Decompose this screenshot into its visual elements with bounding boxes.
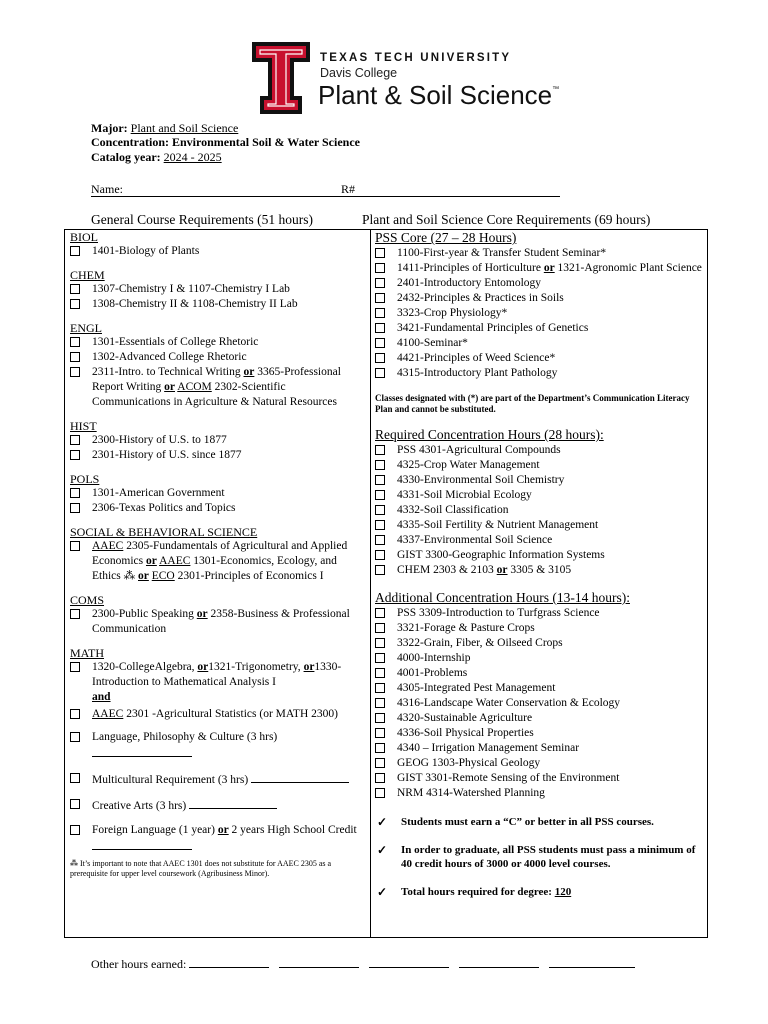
checkbox[interactable] <box>70 299 80 309</box>
pss-core-title: PSS Core (27 – 28 Hours) <box>375 230 517 245</box>
course-item: 1401-Biology of Plants <box>70 244 366 259</box>
course-item: GIST 3300-Geographic Information Systems <box>375 548 703 563</box>
department-name: Plant & Soil Science™ <box>318 80 560 110</box>
course-item: 4330-Environmental Soil Chemistry <box>375 473 703 488</box>
other-hours-blank[interactable] <box>369 956 449 968</box>
checkbox[interactable] <box>375 713 385 723</box>
course-item: 1100-First-year & Transfer Student Seminar* <box>375 246 703 261</box>
foreign-language-blank[interactable] <box>92 838 192 850</box>
checkbox[interactable] <box>70 284 80 294</box>
checkbox[interactable] <box>375 368 385 378</box>
checkbox[interactable] <box>70 732 80 742</box>
checkbox[interactable] <box>375 460 385 470</box>
checkbox[interactable] <box>375 445 385 455</box>
checkbox[interactable] <box>70 609 80 619</box>
section-title-math: MATH <box>70 646 105 660</box>
checkbox[interactable] <box>375 773 385 783</box>
checkbox[interactable] <box>70 773 80 783</box>
course-item: 2432-Principles & Practices in Soils <box>375 291 703 306</box>
course-item: PSS 3309-Introduction to Turfgrass Science <box>375 606 703 621</box>
other-hours-line <box>91 956 645 972</box>
checkbox[interactable] <box>375 338 385 348</box>
required-concentration-title: Required Concentration Hours (28 hours): <box>375 427 604 442</box>
checkbox[interactable] <box>375 698 385 708</box>
section-title-coms: COMS <box>70 593 105 607</box>
course-item: AAEC 2301 -Agricultural Statistics (or MATH 2300) <box>70 707 366 722</box>
course-item: GIST 3301-Remote Sensing of the Environment <box>375 771 703 786</box>
course-item: 1301-Essentials of College Rhetoric <box>70 335 366 350</box>
course-item: 4336-Soil Physical Properties <box>375 726 703 741</box>
section-title-pols: POLS <box>70 472 100 486</box>
additional-concentration-title: Additional Concentration Hours (13-14 hours): <box>375 590 630 605</box>
other-hours-blank[interactable] <box>279 956 359 968</box>
course-item: Language, Philosophy & Culture (3 hrs) <box>70 730 366 762</box>
checkbox[interactable] <box>375 608 385 618</box>
course-item: Creative Arts (3 hrs) <box>70 797 366 814</box>
other-hours-blank[interactable] <box>549 956 635 968</box>
checkbox[interactable] <box>375 293 385 303</box>
check-icon: ✓ <box>377 843 388 857</box>
course-item: 4320-Sustainable Agriculture <box>375 711 703 726</box>
checkbox[interactable] <box>375 353 385 363</box>
other-hours-label: Other hours earned: <box>91 957 187 971</box>
checkbox[interactable] <box>375 535 385 545</box>
course-item: 2300-Public Speaking or 2358-Business & Professional Communication <box>70 607 366 637</box>
checkbox[interactable] <box>70 799 80 809</box>
and-label: and <box>92 691 111 703</box>
checkbox[interactable] <box>70 337 80 347</box>
lpc-blank[interactable] <box>92 745 192 757</box>
major-line: Major: Plant and Soil Science <box>91 121 239 135</box>
course-item: 4340 – Irrigation Management Seminar <box>375 741 703 756</box>
checkbox[interactable] <box>375 638 385 648</box>
checkbox[interactable] <box>375 550 385 560</box>
requirements-table <box>64 229 708 938</box>
course-item: 2301-History of U.S. since 1877 <box>70 448 366 463</box>
course-item: 1302-Advanced College Rhetoric <box>70 350 366 365</box>
course-item: PSS 4301-Agricultural Compounds <box>375 443 703 458</box>
course-item: 1301-American Government <box>70 486 366 501</box>
multicultural-blank[interactable] <box>251 771 349 783</box>
checkbox[interactable] <box>70 662 80 672</box>
left-column-heading: General Course Requirements (51 hours) <box>91 212 313 227</box>
college-name: Davis College <box>320 66 398 80</box>
checkbox[interactable] <box>70 450 80 460</box>
check-icon: ✓ <box>377 815 388 829</box>
checkbox[interactable] <box>375 323 385 333</box>
checkbox[interactable] <box>375 623 385 633</box>
checkbox[interactable] <box>70 541 80 551</box>
course-item: 4000-Internship <box>375 651 703 666</box>
checkbox[interactable] <box>375 263 385 273</box>
section-title-engl: ENGL <box>70 321 102 335</box>
checkbox[interactable] <box>375 668 385 678</box>
r-number-label: R# <box>341 182 356 196</box>
check-icon: ✓ <box>377 885 388 899</box>
checkbox[interactable] <box>70 367 80 377</box>
section-title-chem: CHEM <box>70 268 105 282</box>
checkbox[interactable] <box>375 505 385 515</box>
course-item: 4335-Soil Fertility & Nutrient Management <box>375 518 703 533</box>
ttu-double-t-logo <box>250 40 312 116</box>
other-hours-blank[interactable] <box>189 956 269 968</box>
checkbox[interactable] <box>375 743 385 753</box>
course-item: 4001-Problems <box>375 666 703 681</box>
checkbox[interactable] <box>70 435 80 445</box>
course-item: 4421-Principles of Weed Science* <box>375 351 703 366</box>
checkbox[interactable] <box>375 788 385 798</box>
checkbox[interactable] <box>70 352 80 362</box>
course-item: 2300-History of U.S. to 1877 <box>70 433 366 448</box>
catalog-line: Catalog year: 2024 - 2025 <box>91 150 222 164</box>
checkbox[interactable] <box>375 653 385 663</box>
course-item: 1411-Principles of Horticulture or 1321-Agronomic Plant Science <box>375 261 703 276</box>
checkbox[interactable] <box>70 246 80 256</box>
section-title-hist: HIST <box>70 419 97 433</box>
creative-arts-blank[interactable] <box>189 797 277 809</box>
section-title-social: SOCIAL & BEHAVIORAL SCIENCE <box>70 525 258 539</box>
course-item: 2401-Introductory Entomology <box>375 276 703 291</box>
checkbox[interactable] <box>375 520 385 530</box>
course-item: GEOG 1303-Physical Geology <box>375 756 703 771</box>
checkbox[interactable] <box>375 308 385 318</box>
course-item: 3322-Grain, Fiber, & Oilseed Crops <box>375 636 703 651</box>
checkbox[interactable] <box>375 758 385 768</box>
requirement-note: ✓ Students must earn a “C” or better in all PSS courses. <box>377 815 654 829</box>
checkbox[interactable] <box>375 475 385 485</box>
course-item: 1320-CollegeAlgebra, or1321-Trigonometry, or1330-Introduction to Mathematical Analysis I <box>70 660 366 690</box>
checkbox[interactable] <box>70 488 80 498</box>
course-item: 4100-Seminar* <box>375 336 703 351</box>
checkbox[interactable] <box>70 825 80 835</box>
right-column-heading: Plant and Soil Science Core Requirements (69 hours) <box>362 212 651 227</box>
course-item: 3323-Crop Physiology* <box>375 306 703 321</box>
requirement-note: ✓ Total hours required for degree: 120 <box>377 885 572 899</box>
course-item: NRM 4314-Watershed Planning <box>375 786 703 801</box>
course-item: Foreign Language (1 year) or 2 years High School Credit <box>70 823 366 855</box>
section-title-biol: BIOL <box>70 230 98 244</box>
course-item: 3421-Fundamental Principles of Genetics <box>375 321 703 336</box>
communication-literacy-note: Classes designated with (*) are part of the Department’s Communication Literacy Plan and cannot be substituted. <box>375 393 690 414</box>
requirement-note: ✓ In order to graduate, all PSS students must pass a minimum of 40 credit hours of 3000 or 4000 level courses. <box>377 843 696 870</box>
concentration-line: Concentration: Environmental Soil & Water Science <box>91 135 360 149</box>
course-item: 1307-Chemistry I & 1107-Chemistry I Lab <box>70 282 366 297</box>
course-item: CHEM 2303 & 2103 or 3305 & 3105 <box>375 563 703 578</box>
course-item: 3321-Forage & Pasture Crops <box>375 621 703 636</box>
checkbox[interactable] <box>375 565 385 575</box>
checkbox[interactable] <box>375 728 385 738</box>
course-item: 4316-Landscape Water Conservation & Ecology <box>375 696 703 711</box>
course-item: 4305-Integrated Pest Management <box>375 681 703 696</box>
university-name: TEXAS TECH UNIVERSITY <box>320 52 512 64</box>
general-requirements-column <box>70 230 366 879</box>
course-item: 4332-Soil Classification <box>375 503 703 518</box>
course-item: 2311-Intro. to Technical Writing or 3365-Professional Report Writing or ACOM 2302-Scientific Communications in Agriculture & Natural Resources <box>70 365 366 410</box>
checkbox[interactable] <box>375 278 385 288</box>
course-item: 2306-Texas Politics and Topics <box>70 501 366 516</box>
checkbox[interactable] <box>375 248 385 258</box>
column-divider <box>370 230 371 937</box>
checkbox[interactable] <box>375 683 385 693</box>
course-item: 1308-Chemistry II & 1108-Chemistry II Lab <box>70 297 366 312</box>
course-item: AAEC 2305-Fundamentals of Agricultural and Applied Economics or AAEC 1301-Economics, Ecology, and Ethics ⁂ or ECO 2301-Principles of Economics I <box>70 539 366 584</box>
course-item: 4331-Soil Microbial Ecology <box>375 488 703 503</box>
pss-core-column <box>375 230 703 899</box>
course-item: Multicultural Requirement (3 hrs) <box>70 771 366 788</box>
checkbox[interactable] <box>70 709 80 719</box>
name-field[interactable] <box>91 182 560 197</box>
name-label: Name: <box>91 182 123 196</box>
other-hours-blank[interactable] <box>459 956 539 968</box>
course-item: 4337-Environmental Soil Science <box>375 533 703 548</box>
checkbox[interactable] <box>375 490 385 500</box>
footnote: ⁂ It’s important to note that AAEC 1301 does not substitute for AAEC 2305 as a prerequisite for upper level coursework (Agribusiness Minor). <box>70 859 332 878</box>
course-item: 4325-Crop Water Management <box>375 458 703 473</box>
course-item: 4315-Introductory Plant Pathology <box>375 366 703 381</box>
checkbox[interactable] <box>70 503 80 513</box>
